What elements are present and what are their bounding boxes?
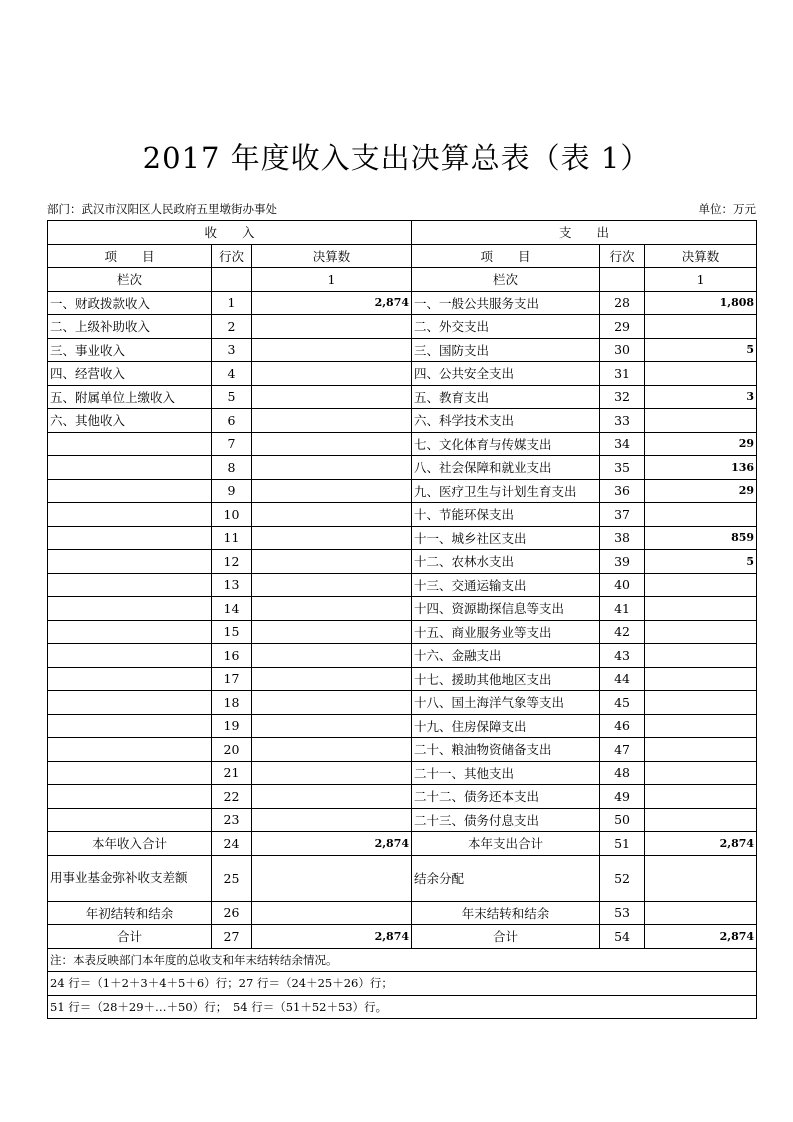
table-row (48, 620, 757, 644)
expense-row-number: 53 (600, 901, 645, 925)
expense-item-name: 六、科学技术支出 (412, 409, 600, 433)
expense-amount: 2,874 (645, 925, 757, 949)
year-total-row (48, 832, 757, 856)
income-item-name (48, 808, 212, 832)
income-amount (252, 338, 412, 362)
expense-section-header: 支 出 (412, 221, 757, 245)
income-row-number: 11 (212, 526, 252, 550)
income-row-number: 12 (212, 550, 252, 574)
expense-item-name: 结余分配 (412, 855, 600, 901)
income-row-number: 22 (212, 785, 252, 809)
expense-item-name: 二十二、债务还本支出 (412, 785, 600, 809)
expense-item-name: 一、一般公共服务支出 (412, 291, 600, 315)
income-amount (252, 315, 412, 339)
expense-item-name: 十四、资源勘探信息等支出 (412, 597, 600, 621)
income-amount: 2,874 (252, 291, 412, 315)
expense-row-number: 35 (600, 456, 645, 480)
expense-amount (645, 785, 757, 809)
expense-row-number: 28 (600, 291, 645, 315)
income-row-number: 16 (212, 644, 252, 668)
expense-amount: 5 (645, 338, 757, 362)
income-row-number: 14 (212, 597, 252, 621)
note-text: 51 行＝（28＋29＋…＋50）行； 54 行＝（51＋52＋53）行。 (48, 995, 757, 1019)
expense-row-number: 39 (600, 550, 645, 574)
income-row-number: 18 (212, 691, 252, 715)
income-amount (252, 432, 412, 456)
grand-total-row (48, 925, 757, 949)
expense-row-number: 40 (600, 573, 645, 597)
income-item-name: 年初结转和结余 (48, 901, 212, 925)
income-amount-header: 决算数 (252, 244, 412, 268)
expense-row-number: 54 (600, 925, 645, 949)
income-row-number: 2 (212, 315, 252, 339)
expense-row-number: 37 (600, 503, 645, 527)
expense-amount: 1,808 (645, 291, 757, 315)
income-item-name (48, 714, 212, 738)
expense-item-name: 本年支出合计 (412, 832, 600, 856)
expense-amount (645, 573, 757, 597)
income-row-number: 5 (212, 385, 252, 409)
income-amount (252, 808, 412, 832)
expense-row-number: 41 (600, 597, 645, 621)
income-amount (252, 667, 412, 691)
income-row-number: 23 (212, 808, 252, 832)
income-item-name: 三、事业收入 (48, 338, 212, 362)
income-row-number: 19 (212, 714, 252, 738)
income-item-name (48, 738, 212, 762)
expense-rowno-header: 行次 (600, 244, 645, 268)
note-text: 注：本表反映部门本年度的总收支和年末结转结余情况。 (48, 948, 757, 972)
carry-row (48, 901, 757, 925)
income-row-number: 25 (212, 855, 252, 901)
income-item-name: 四、经营收入 (48, 362, 212, 386)
table-row (48, 667, 757, 691)
income-amount (252, 714, 412, 738)
expense-item-name: 三、国防支出 (412, 338, 600, 362)
expense-row-number: 49 (600, 785, 645, 809)
table-row (48, 761, 757, 785)
expense-row-number: 47 (600, 738, 645, 762)
expense-item-name: 合计 (412, 925, 600, 949)
expense-amount (645, 761, 757, 785)
table-row (48, 644, 757, 668)
income-amount (252, 785, 412, 809)
income-row-number: 1 (212, 291, 252, 315)
income-row-number: 21 (212, 761, 252, 785)
income-item-name: 合计 (48, 925, 212, 949)
expense-row-number: 29 (600, 315, 645, 339)
income-item-name (48, 785, 212, 809)
income-item-name: 二、上级补助收入 (48, 315, 212, 339)
income-item-name (48, 691, 212, 715)
expense-amount (645, 855, 757, 901)
income-row-number: 8 (212, 456, 252, 480)
expense-amount: 859 (645, 526, 757, 550)
income-item-name (48, 761, 212, 785)
expense-item-name: 十、节能环保支出 (412, 503, 600, 527)
unit-label: 单位：万元 (698, 202, 756, 216)
expense-amount: 29 (645, 432, 757, 456)
department-label: 部门：武汉市汉阳区人民政府五里墩街办事处 (47, 202, 277, 216)
income-amount (252, 385, 412, 409)
income-amount (252, 855, 412, 901)
income-amount (252, 691, 412, 715)
income-row-number: 15 (212, 620, 252, 644)
expense-item-name: 十七、援助其他地区支出 (412, 667, 600, 691)
expense-amount: 136 (645, 456, 757, 480)
expense-item-name: 四、公共安全支出 (412, 362, 600, 386)
expense-row-number: 34 (600, 432, 645, 456)
income-row-number: 9 (212, 479, 252, 503)
income-row-number: 26 (212, 901, 252, 925)
table-row (48, 409, 757, 433)
expense-item-name: 十五、商业服务业等支出 (412, 620, 600, 644)
fund-row (48, 855, 757, 901)
income-amount (252, 620, 412, 644)
income-col-label: 栏次 (48, 268, 212, 292)
table-row (48, 808, 757, 832)
expense-row-number: 42 (600, 620, 645, 644)
expense-item-name: 十八、国土海洋气象等支出 (412, 691, 600, 715)
income-amount (252, 738, 412, 762)
income-item-name (48, 456, 212, 480)
expense-row-number: 30 (600, 338, 645, 362)
column-header-row (48, 244, 757, 268)
income-amount (252, 550, 412, 574)
expense-col-label: 栏次 (412, 268, 600, 292)
note-row (48, 948, 757, 972)
expense-item-name: 年末结转和结余 (412, 901, 600, 925)
expense-item-name: 十六、金融支出 (412, 644, 600, 668)
income-col-blank (212, 268, 252, 292)
income-row-number: 20 (212, 738, 252, 762)
expense-item-name: 九、医疗卫生与计划生育支出 (412, 479, 600, 503)
expense-row-number: 52 (600, 855, 645, 901)
income-item-name (48, 644, 212, 668)
expense-amount (645, 738, 757, 762)
income-row-number: 3 (212, 338, 252, 362)
income-amount (252, 479, 412, 503)
table-row (48, 338, 757, 362)
income-amount (252, 409, 412, 433)
income-amount (252, 644, 412, 668)
expense-row-number: 51 (600, 832, 645, 856)
report-meta (47, 201, 756, 217)
income-amount (252, 503, 412, 527)
expense-item-name: 二、外交支出 (412, 315, 600, 339)
expense-amount (645, 362, 757, 386)
table-row (48, 573, 757, 597)
expense-item-name: 二十三、债务付息支出 (412, 808, 600, 832)
income-item-name (48, 479, 212, 503)
expense-amount: 3 (645, 385, 757, 409)
income-item-name (48, 597, 212, 621)
expense-amount (645, 808, 757, 832)
income-item-name: 本年收入合计 (48, 832, 212, 856)
income-row-number: 17 (212, 667, 252, 691)
income-amount (252, 362, 412, 386)
expense-row-number: 38 (600, 526, 645, 550)
income-amount: 2,874 (252, 925, 412, 949)
expense-row-number: 46 (600, 714, 645, 738)
income-row-number: 6 (212, 409, 252, 433)
table-row (48, 456, 757, 480)
expense-amount (645, 644, 757, 668)
table-row (48, 550, 757, 574)
expense-row-number: 44 (600, 667, 645, 691)
income-item-name (48, 550, 212, 574)
table-row (48, 315, 757, 339)
income-amount (252, 597, 412, 621)
income-item-name: 六、其他收入 (48, 409, 212, 433)
expense-amount: 5 (645, 550, 757, 574)
expense-item-header: 项 目 (412, 244, 600, 268)
expense-amount (645, 901, 757, 925)
expense-col-num: 1 (645, 268, 757, 292)
expense-row-number: 32 (600, 385, 645, 409)
expense-amount (645, 714, 757, 738)
expense-amount-header: 决算数 (645, 244, 757, 268)
note-row (48, 972, 757, 996)
expense-item-name: 十三、交通运输支出 (412, 573, 600, 597)
expense-item-name: 十九、住房保障支出 (412, 714, 600, 738)
expense-amount (645, 667, 757, 691)
table-row (48, 597, 757, 621)
expense-row-number: 45 (600, 691, 645, 715)
expense-item-name: 七、文化体育与传媒支出 (412, 432, 600, 456)
table-row (48, 714, 757, 738)
income-amount (252, 526, 412, 550)
table-row (48, 432, 757, 456)
expense-amount (645, 503, 757, 527)
income-amount (252, 573, 412, 597)
page-title: 2017 年度收入支出决算总表（表 1） (142, 141, 651, 175)
income-row-number: 10 (212, 503, 252, 527)
income-amount (252, 456, 412, 480)
expense-amount (645, 597, 757, 621)
income-row-number: 13 (212, 573, 252, 597)
income-amount (252, 901, 412, 925)
income-item-header: 项 目 (48, 244, 212, 268)
expense-item-name: 十一、城乡社区支出 (412, 526, 600, 550)
income-row-number: 7 (212, 432, 252, 456)
column-label-row (48, 268, 757, 292)
expense-row-number: 48 (600, 761, 645, 785)
expense-row-number: 31 (600, 362, 645, 386)
note-row (48, 995, 757, 1019)
income-amount (252, 761, 412, 785)
expense-amount: 29 (645, 479, 757, 503)
expense-row-number: 43 (600, 644, 645, 668)
income-item-name: 一、财政拨款收入 (48, 291, 212, 315)
income-section-header: 收 入 (48, 221, 412, 245)
income-amount: 2,874 (252, 832, 412, 856)
expense-amount (645, 620, 757, 644)
note-text: 24 行＝（1＋2＋3＋4＋5＋6）行；27 行＝（24＋25＋26）行； (48, 972, 757, 996)
income-item-name: 用事业基金弥补收支差额 (48, 855, 212, 901)
expense-row-number: 36 (600, 479, 645, 503)
expense-row-number: 50 (600, 808, 645, 832)
income-item-name: 五、附属单位上缴收入 (48, 385, 212, 409)
income-item-name (48, 432, 212, 456)
expense-item-name: 二十、粮油物资储备支出 (412, 738, 600, 762)
table-row (48, 385, 757, 409)
expense-amount (645, 315, 757, 339)
expense-amount (645, 691, 757, 715)
table-row (48, 291, 757, 315)
table-row (48, 738, 757, 762)
budget-table (47, 220, 757, 1019)
income-item-name (48, 573, 212, 597)
expense-item-name: 八、社会保障和就业支出 (412, 456, 600, 480)
table-row (48, 785, 757, 809)
section-header-row (48, 221, 757, 245)
expense-amount (645, 409, 757, 433)
table-row (48, 526, 757, 550)
income-row-number: 27 (212, 925, 252, 949)
expense-row-number: 33 (600, 409, 645, 433)
income-rowno-header: 行次 (212, 244, 252, 268)
income-row-number: 24 (212, 832, 252, 856)
table-row (48, 691, 757, 715)
income-item-name (48, 620, 212, 644)
expense-col-blank (600, 268, 645, 292)
table-row (48, 503, 757, 527)
expense-amount: 2,874 (645, 832, 757, 856)
table-row (48, 362, 757, 386)
income-item-name (48, 526, 212, 550)
income-row-number: 4 (212, 362, 252, 386)
expense-item-name: 二十一、其他支出 (412, 761, 600, 785)
income-item-name (48, 503, 212, 527)
expense-item-name: 五、教育支出 (412, 385, 600, 409)
income-item-name (48, 667, 212, 691)
income-col-num: 1 (252, 268, 412, 292)
expense-item-name: 十二、农林水支出 (412, 550, 600, 574)
table-row (48, 479, 757, 503)
